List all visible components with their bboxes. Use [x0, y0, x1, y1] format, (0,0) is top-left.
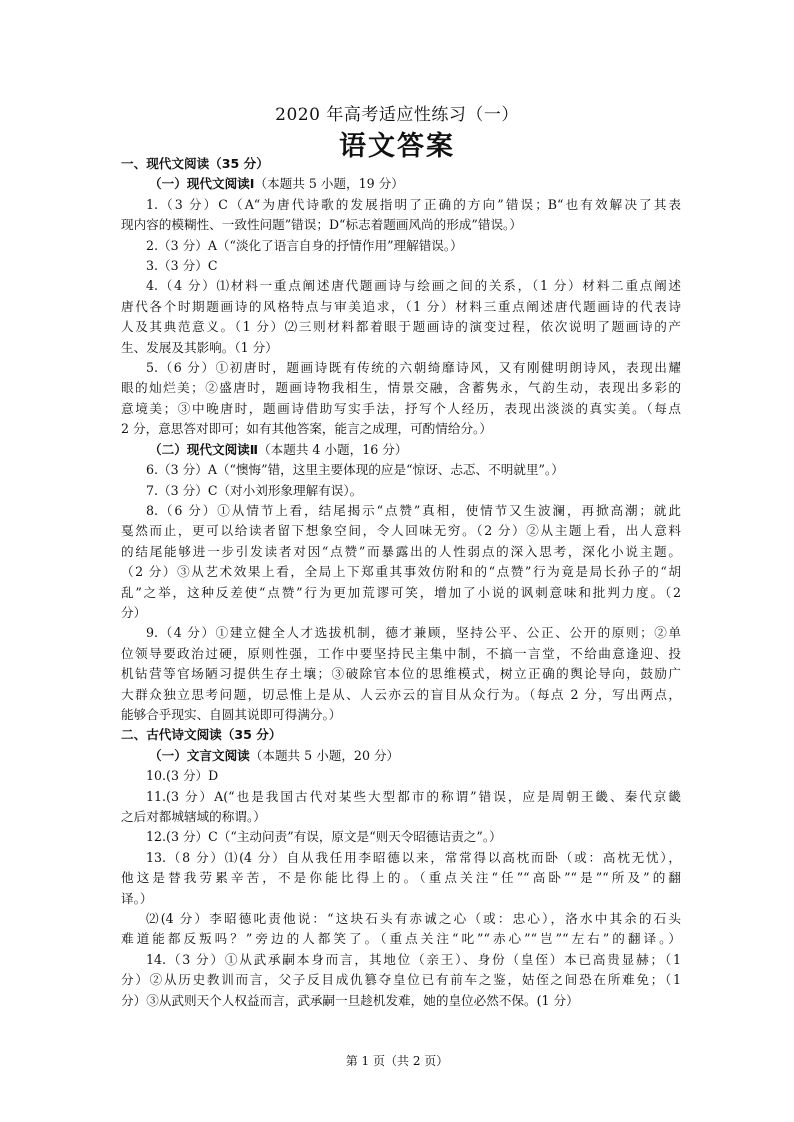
answer-line: 能够合乎现实、自圆其说即可得满分。） [121, 706, 342, 722]
answer-line: 4.（4 分）⑴材料一重点阐述唐代题画诗与绘画之间的关系，（1 分）材料二重点阐述 [146, 278, 681, 294]
section-heading: 一、现代文阅读（35 分） [121, 156, 269, 171]
answer-line: 1.（3 分）C（A“为唐代诗歌的发展指明了正确的方向”错误；B“也有效解决了其表 [146, 196, 681, 212]
answer-line: 他这是替我劳累辛苦，不是你能比得上的。（重点关注“任”“高卧”“是”“所及”的翻 [121, 870, 681, 886]
answer-line: 14.（3 分）①从武承嗣本身而言，其地位（亲王）、身份（皇侄）本已高贵显赫；（1 [146, 951, 681, 967]
answer-line: 2 分，意思答对即可；如有其他答案，能言之成理，可酌情给分。） [121, 421, 492, 437]
answer-line: 11.(3 分）A(“也是我国古代对某些大型都市的称谓”错误，应是周朝王畿、秦代京畿 [146, 788, 681, 804]
answer-line: 7.（3 分）C（对小刘形象理解有误）。 [146, 482, 363, 498]
answer-line: 难道能都反叛吗？”旁边的人都笑了。（重点关注“叱”“赤心”“岂”“左右”的翻译。） [121, 931, 681, 947]
answer-line: 13.（8 分）⑴(4 分）自从我任用李昭德以来，常常得以高枕而卧（或：高枕无忧）， [146, 849, 681, 865]
answer-line: 戛然而止，更可以给读者留下想象空间，令人回味无穷。（2 分）②从主题上看，出人意料 [121, 523, 681, 539]
answer-line: 位领导要政治过硬，原则性强，工作中要坚持民主集中制，不搞一言堂，不给曲意逢迎、投 [121, 645, 681, 661]
answer-line: 分） [121, 604, 147, 620]
answer-line: ⑵(4 分）李昭德叱责他说：“这块石头有赤诚之心（或：忠心），洛水中其余的石头 [146, 911, 681, 927]
answer-line: （2 分）③从艺术效果上看，全局上下郑重其事效仿附和的“点赞”行为竟是局长孙子的“胡 [121, 564, 681, 580]
answer-line: 现内容的模糊性、一致性问题”错误；D“标志着题画风尚的形成”错误。） [121, 217, 522, 233]
answer-line: 8.（6 分）①从情节上看，结尾揭示“点赞”真相，使情节又生波澜，再掀高潮；就此 [146, 502, 681, 518]
answer-line: 译。） [121, 890, 153, 906]
answer-line: 12.(3 分）C（“主动问责”有误，原文是“则天令昭德诘责之”。） [146, 829, 502, 845]
answer-line: 意境美；③中晚唐时，题画诗借助写实手法，抒写个人经历，表现出淡淡的真实美。（每点 [121, 400, 681, 416]
exam-title: 2020 年高考适应性练习（一） [275, 105, 519, 125]
section-heading: 二、古代诗文阅读（35 分） [121, 727, 282, 743]
answer-line: 人及其典范意义。（1 分）⑵三则材料都着眼于题画诗的演变过程，依次说明了题画诗的产 [121, 319, 681, 335]
answer-line: 大群众独立思考问题，切忌惟上是从、人云亦云的盲目从众行为。（每点 2 分，写出两点， [121, 686, 681, 702]
answer-line: 机钻营等官场陋习提供生存土壤；③破除官本位的思维模式，树立正确的舆论导向，鼓励广 [121, 666, 681, 682]
answer-line: 生、发展及其影响。（1 分） [121, 339, 278, 355]
answer-line: 10.(3 分）D [146, 768, 219, 784]
answer-line: 3.（3 分）C [146, 258, 218, 274]
answer-line: 分）③从武则天个人权益而言，武承嗣一旦趁机发难，她的皇位必然不保。(1 分） [121, 992, 579, 1008]
answer-line: 5.（6 分）①初唐时，题画诗既有传统的六朝绮靡诗风，又有刚健明朗诗风，表现出耀 [146, 360, 681, 376]
subsection-heading: （一）现代文阅读Ⅰ（本题共 5 小题，19 分） [149, 176, 404, 192]
answer-line: 眼的灿烂美；②盛唐时，题画诗物我相生，情景交融，含蓄隽永，气韵生动，表现出多彩的 [121, 380, 681, 396]
answer-line: 6.（3 分）A（“懊悔”错，这里主要体现的应是“惊讶、忐忑、不明就里”。） [146, 462, 564, 478]
subsection-heading: （一）文言文阅读（本题共 5 小题，20 分） [149, 747, 400, 763]
answer-line: 之后对都城辖域的称谓。） [121, 809, 266, 824]
answer-line: 2.（3 分）A（“淡化了语言自身的抒情作用”理解错误。） [146, 237, 463, 253]
answer-line: 乱”之举，这种反差使“点赞”行为更加荒谬可笑，增加了小说的讽刺意味和批判力度。（2 [121, 584, 681, 600]
answer-content [121, 154, 681, 1011]
answer-line: 的结尾能够进一步引发读者对因“点赞”而暴露出的人性弱点的深入思考，深化小说主题。 [121, 543, 681, 559]
page-number: 第 1 页（共 2 页） [345, 1054, 449, 1068]
answer-line: 唐代各个时期题画诗的风格特点与审美追求，（1 分）材料三重点阐述唐代题画诗的代表诗 [121, 298, 681, 314]
document-title: 语文答案 [339, 131, 455, 162]
answer-line: 9.（4 分）①建立健全人才选拔机制，德才兼顾，坚持公平、公正、公开的原则；②单 [146, 625, 681, 641]
answer-line: 分）②从历史教训而言，父子反目成仇篡夺皇位已有前车之鉴，姑侄之间恐在所难免；（1 [121, 972, 681, 988]
subsection-heading: （二）现代文阅读Ⅱ（本题共 4 小题，16 分） [149, 441, 408, 457]
